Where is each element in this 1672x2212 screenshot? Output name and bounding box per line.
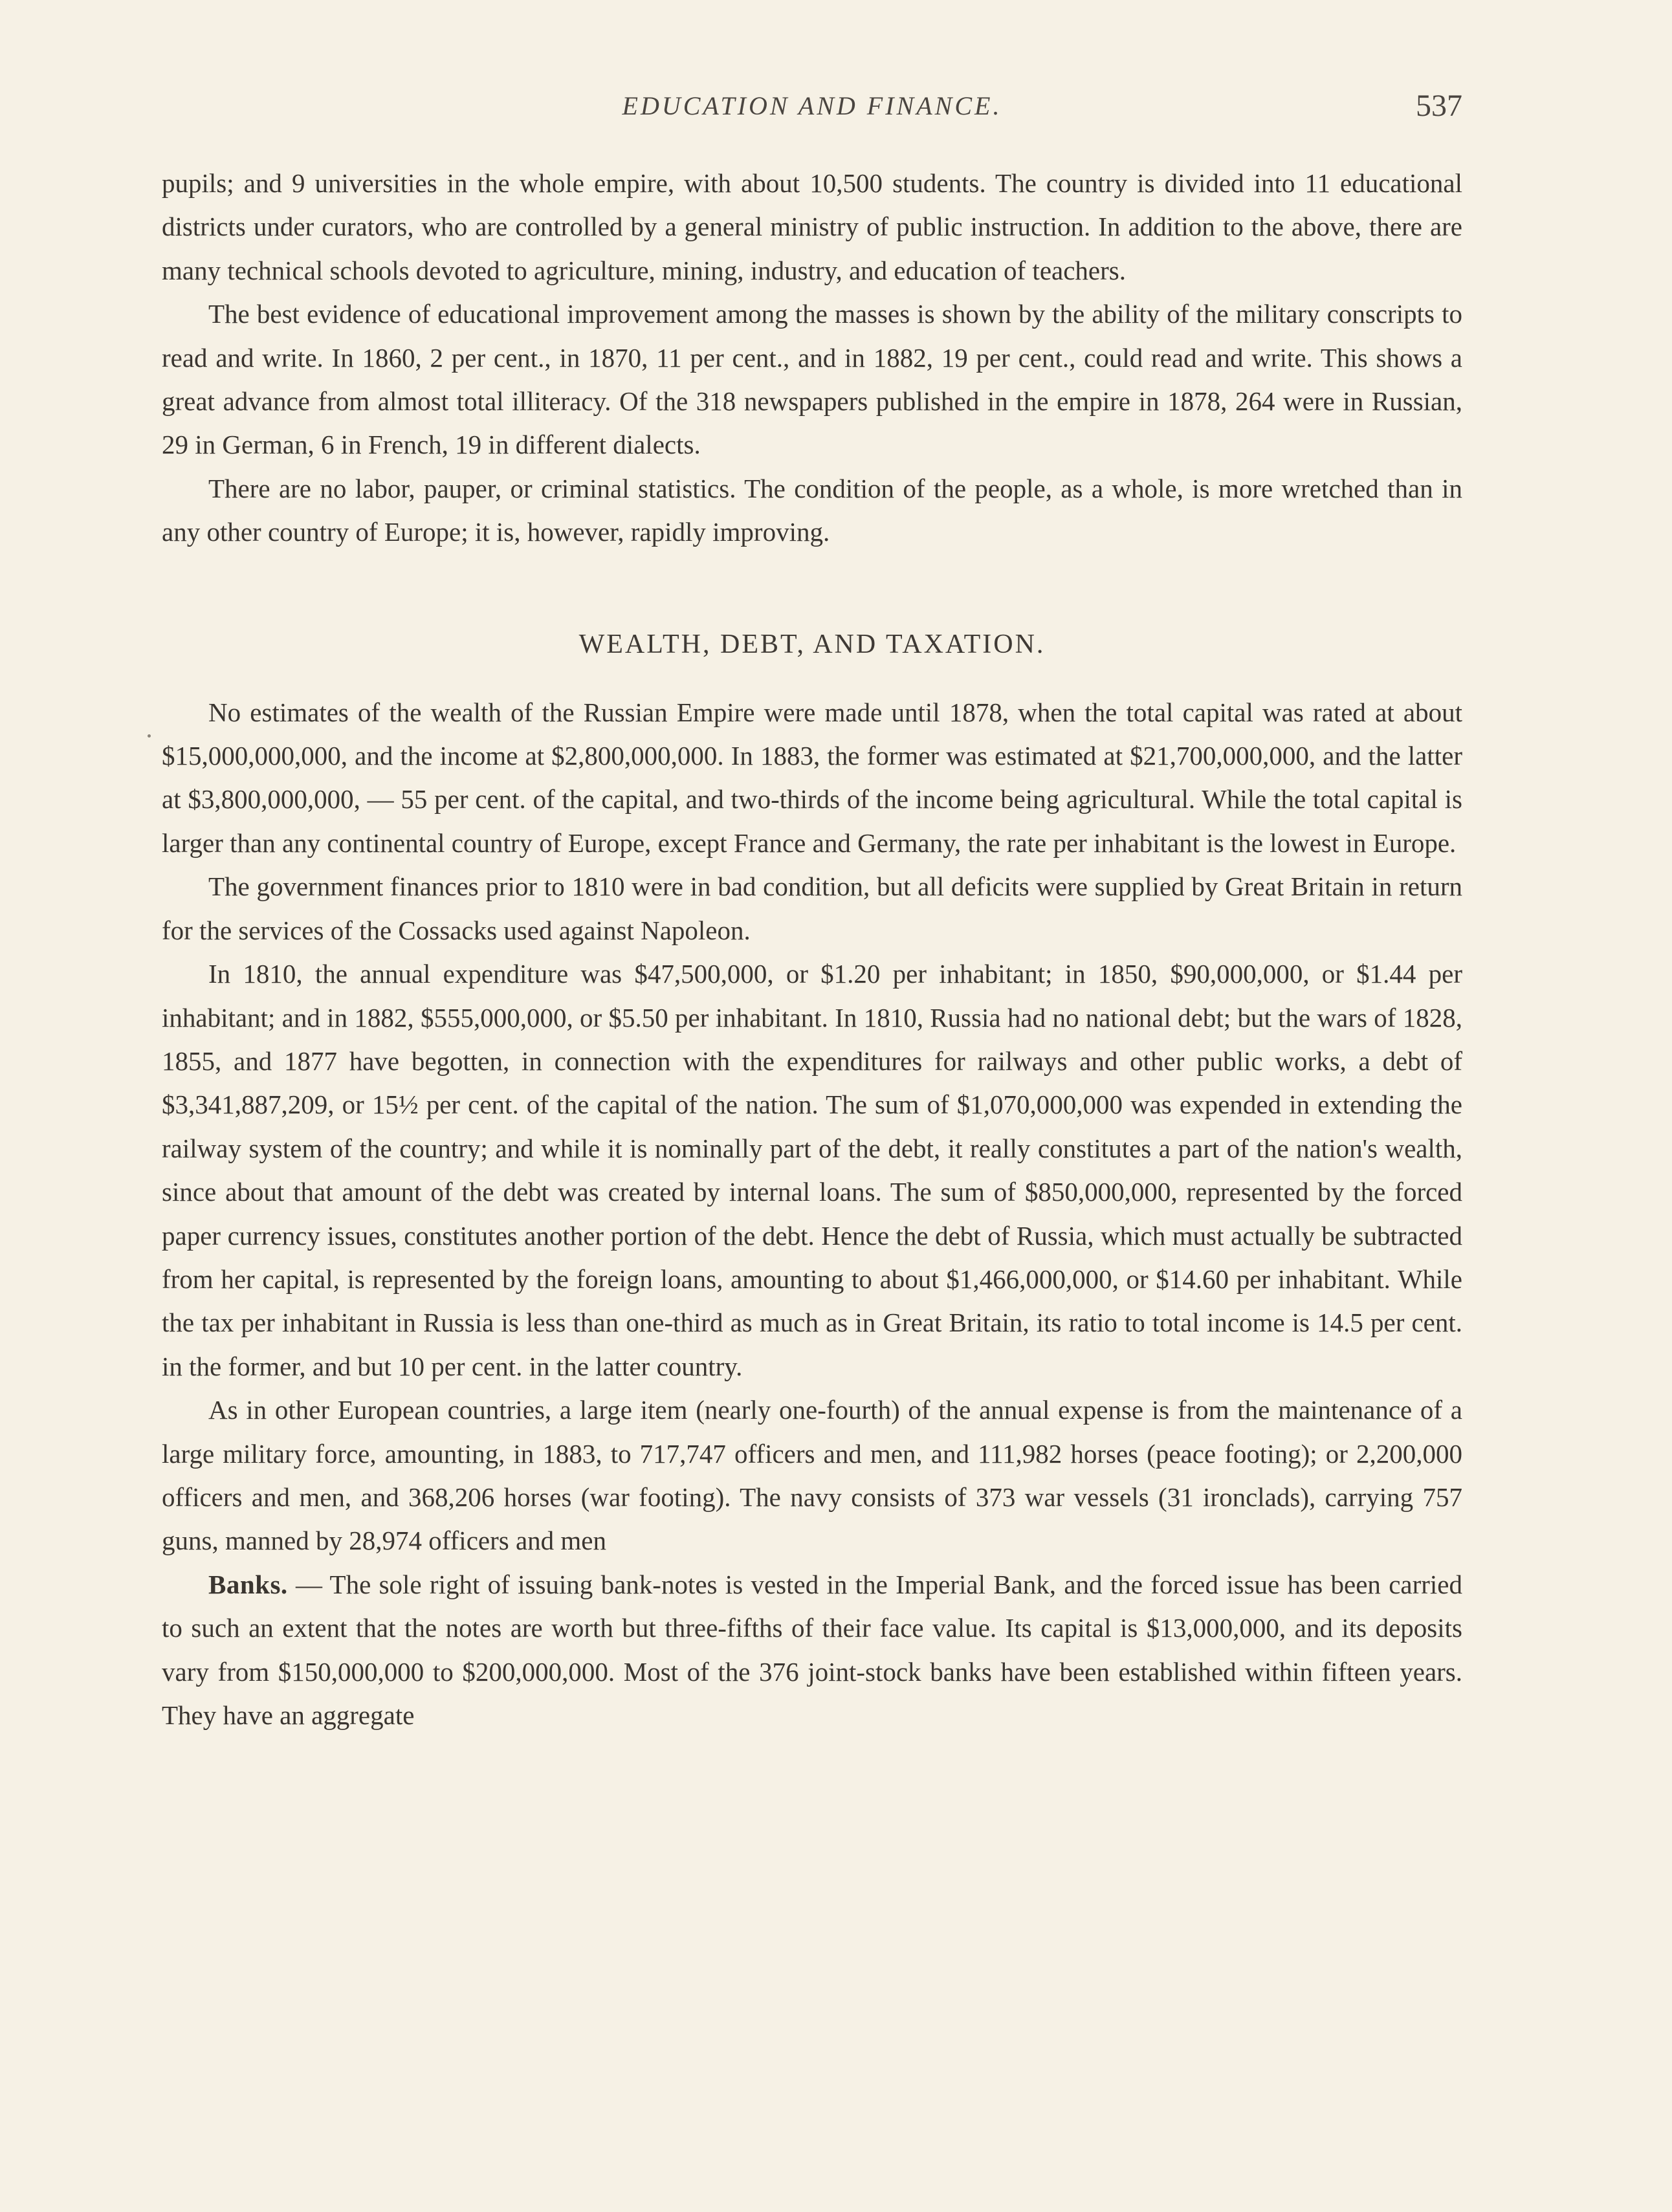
running-head: EDUCATION AND FINANCE.: [622, 91, 1002, 120]
ink-speck: [148, 734, 151, 738]
body-text: [162, 162, 1462, 1737]
page-header: [162, 91, 1462, 136]
paragraph-wealth: No estimates of the wealth of the Russian Empire were made until 1878, when the total capital was rated at about $15,000,000,000, and the income at $2,800,000,000. In 1883, the former was estimated at $21,700,000,000, and the latter at $3,800,000,000, — 55 per cent. of the capital, and two-thirds of the income being agricultural. While the total capital is larger than any continental country of Europe, except France and Germany, the rate per inhabitant is the lowest in Europe.: [162, 697, 1462, 858]
paragraph-continuation: pupils; and 9 universities in the whole empire, with about 10,500 students. The country is divided into 11 educational districts under curators, who are controlled by a general ministry of public instruction. In addition to the above, there are many technical schools devoted to agriculture, mining, industry, and education of teachers.: [162, 168, 1462, 285]
paragraph-finances: The government finances prior to 1810 were in bad condition, but all deficits were supplied by Great Britain in return for the services of the Cossacks used against Napoleon.: [162, 871, 1462, 945]
banks-text: — The sole right of issuing bank-notes is vested in the Imperial Bank, and the forced issue has been carried to such an extent that the notes are worth but three-fifths of their face value. Its capital is $13,000,000, and its deposits vary from $150,000,000 to $200,000,000. Most of the 376 joint-stock banks have been established within fifteen years. They have an aggregate: [162, 1569, 1462, 1730]
banks-label: Banks.: [208, 1569, 288, 1599]
section-heading: WEALTH, DEBT, AND TAXATION.: [578, 629, 1046, 659]
paragraph-military: As in other European countries, a large item (nearly one-fourth) of the annual expense is from the maintenance of a large military force, amounting, in 1883, to 717,747 officers and men, and 111,982 horses (peace footing); or 2,200,000 officers and men, and 368,206 horses (war footing). The navy consists of 373 war vessels (31 ironclads), carrying 757 guns, manned by 28,974 officers and men: [162, 1395, 1462, 1556]
paragraph-literacy: The best evidence of educational improvement among the masses is shown by the ability of the military conscripts to read and write. In 1860, 2 per cent., in 1870, 11 per cent., and in 1882, 19 per cent., could read and write. This shows a great advance from almost total illiteracy. Of the 318 newspapers published in the empire in 1878, 264 were in Russian, 29 in German, 6 in French, 19 in different dialects.: [162, 299, 1462, 460]
page-number: 537: [1416, 89, 1462, 123]
paragraph-banks: [162, 1563, 1462, 1738]
paragraph-expenditure: In 1810, the annual expenditure was $47,500,000, or $1.20 per inhabitant; in 1850, $90,000,000, or $1.44 per inhabitant; and in 1882, $555,000,000, or $5.50 per inhabitant. In 1810, Russia had no national debt; but the wars of 1828, 1855, and 1877 have begotten, in connection with the expenditures for railways and other public works, a debt of $3,341,887,209, or 15½ per cent. of the capital of the nation. The sum of $1,070,000,000 was expended in extending the railway system of the country; and while it is nominally part of the debt, it really constitutes a part of the nation's wealth, since about that amount of the debt was created by internal loans. The sum of $850,000,000, represented by the forced paper currency issues, constitutes another portion of the debt. Hence the debt of Russia, which must actually be subtracted from her capital, is represented by the foreign loans, amounting to about $1,466,000,000, or $14.60 per inhabitant. While the tax per inhabitant in Russia is less than one-third as much as in Great Britain, its ratio to total income is 14.5 per cent. in the former, and but 10 per cent. in the latter country.: [162, 959, 1462, 1381]
paragraph-statistics: There are no labor, pauper, or criminal statistics. The condition of the people, as a whole, is more wretched than in any other country of Europe; it is, however, rapidly improving.: [162, 473, 1462, 547]
